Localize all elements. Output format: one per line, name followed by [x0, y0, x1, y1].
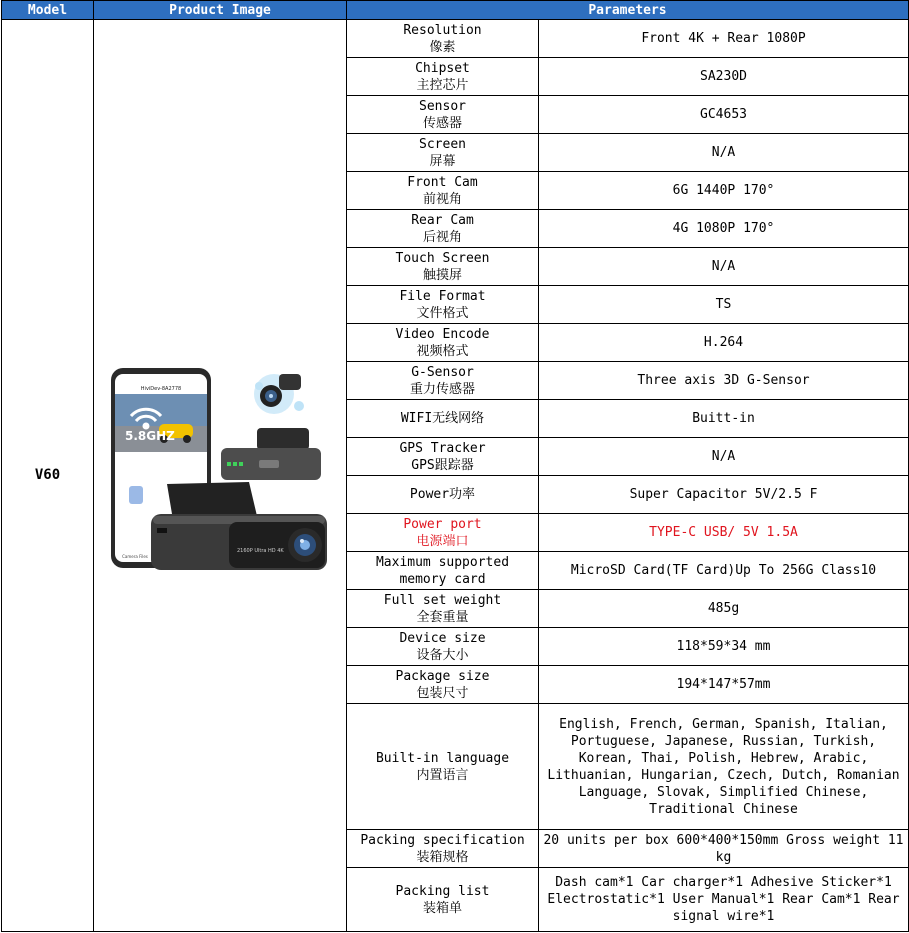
param-value: TYPE-C USB/ 5V 1.5A [539, 514, 909, 552]
param-value: Three axis 3D G-Sensor [539, 362, 909, 400]
param-name: Device size 设备大小 [347, 628, 539, 666]
param-value: Dash cam*1 Car charger*1 Adhesive Sticker*1 Electrostatic*1 User Manual*1 Rear Cam*1 Rear signal wire*1 [539, 868, 909, 932]
phone-button-label: Camera Files [122, 553, 148, 559]
param-name: Power功率 [347, 476, 539, 514]
param-value: 6G 1440P 170° [539, 172, 909, 210]
param-value: 194*147*57mm [539, 666, 909, 704]
param-name: Front Cam 前视角 [347, 172, 539, 210]
param-value: SA230D [539, 58, 909, 96]
param-name: Packing specification 装箱规格 [347, 830, 539, 868]
header-model: Model [2, 1, 94, 20]
param-value: 485g [539, 590, 909, 628]
product-image-cell [94, 20, 347, 932]
product-image [109, 366, 331, 586]
param-name: Full set weight 全套重量 [347, 590, 539, 628]
param-name: Touch Screen 触摸屏 [347, 248, 539, 286]
param-name: Rear Cam 后视角 [347, 210, 539, 248]
param-value: Super Capacitor 5V/2.5 F [539, 476, 909, 514]
param-value: Buitt-in [539, 400, 909, 438]
param-value: English, French, German, Spanish, Italian, Portuguese, Japanese, Russian, Turkish, Korean, Thai, Polish, Hebrew, Arabic, Lithuanian, Hungarian, Czech, Dutch, Romanian Language, Slovak, Simplified Chinese, Traditional Chinese [539, 704, 909, 830]
model-cell: V60 [2, 20, 94, 932]
header-product-image: Product Image [94, 1, 347, 20]
param-value: MicroSD Card(TF Card)Up To 256G Class10 [539, 552, 909, 590]
param-value: Front 4K + Rear 1080P [539, 20, 909, 58]
param-name: GPS Tracker GPS跟踪器 [347, 438, 539, 476]
dashcam-label: 2160P Ultra HD 4K [237, 547, 284, 554]
param-value: N/A [539, 248, 909, 286]
param-value: 4G 1080P 170° [539, 210, 909, 248]
param-name: Package size 包装尺寸 [347, 666, 539, 704]
param-name: WIFI无线网络 [347, 400, 539, 438]
param-name: Maximum supported memory card [347, 552, 539, 590]
param-name: Resolution 像素 [347, 20, 539, 58]
param-name: Chipset 主控芯片 [347, 58, 539, 96]
param-value: GC4653 [539, 96, 909, 134]
param-name: Sensor 传感器 [347, 96, 539, 134]
param-name: G-Sensor 重力传感器 [347, 362, 539, 400]
param-name: Built-in language 内置语言 [347, 704, 539, 830]
mount-illustration [221, 428, 321, 480]
param-name: Packing list 装箱单 [347, 868, 539, 932]
param-name: Video Encode 视频格式 [347, 324, 539, 362]
param-name: Screen 屏幕 [347, 134, 539, 172]
param-name: File Format 文件格式 [347, 286, 539, 324]
param-value: N/A [539, 134, 909, 172]
header-parameters: Parameters [347, 1, 909, 20]
param-value: N/A [539, 438, 909, 476]
param-value: H.264 [539, 324, 909, 362]
table-row [2, 20, 909, 58]
dashcam-illustration [151, 482, 327, 570]
param-value: 20 units per box 600*400*150mm Gross weight 11 kg [539, 830, 909, 868]
phone-title: HiviDev-8A2778 [140, 385, 182, 392]
param-value: TS [539, 286, 909, 324]
spec-table [1, 0, 909, 932]
param-value: 118*59*34 mm [539, 628, 909, 666]
header-row [2, 1, 909, 20]
param-name: Power port 电源端口 [347, 514, 539, 552]
rear-camera-illustration [254, 374, 304, 414]
band-label: 5.8GHZ [125, 428, 175, 443]
